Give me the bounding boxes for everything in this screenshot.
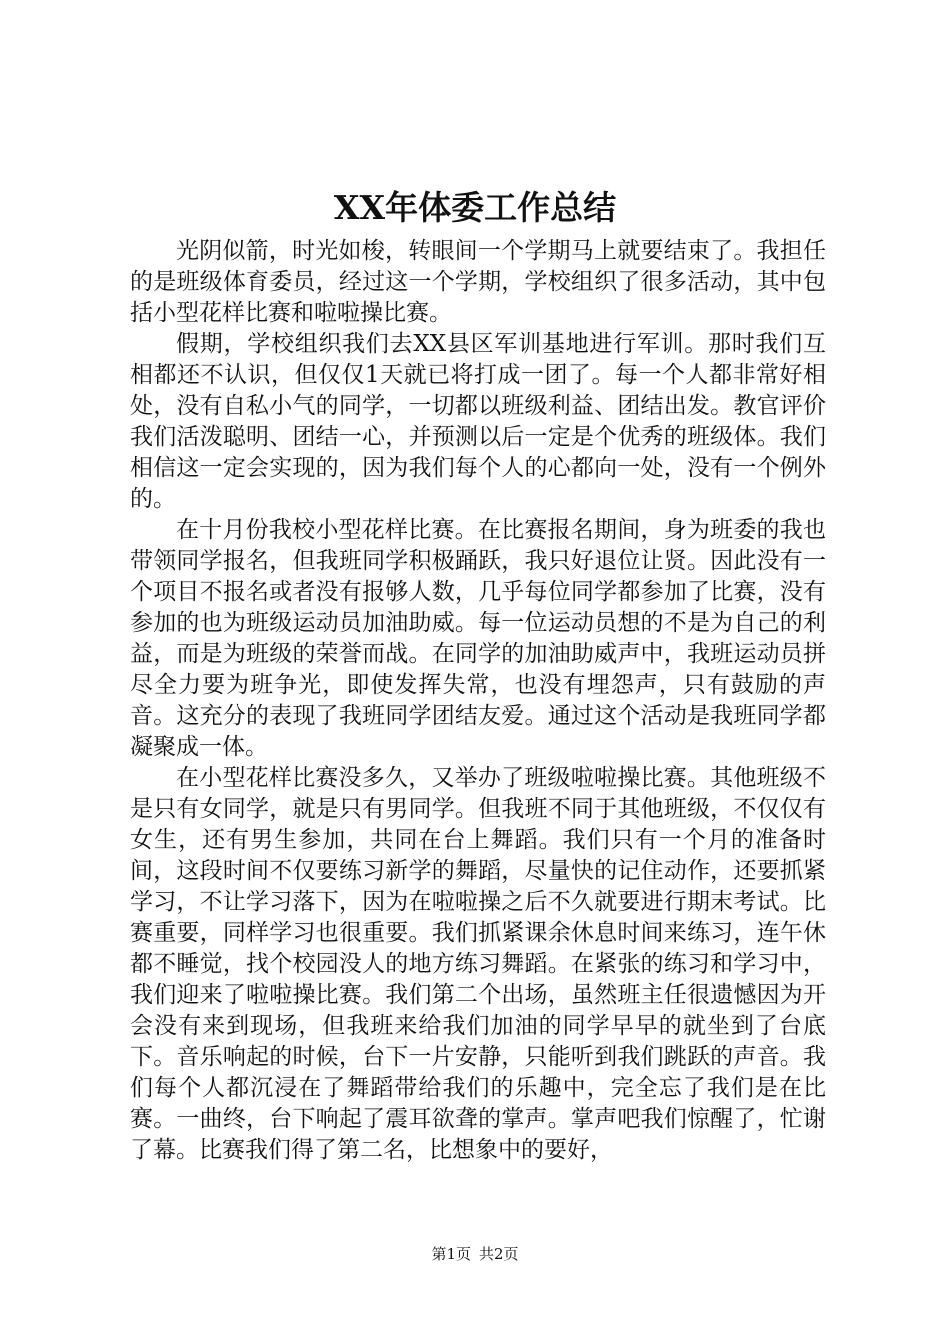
paragraph-3: 在十月份我校小型花样比赛。在比赛报名期间，身为班委的我也带领同学报名，但我班同学积极踊跃，我只好退位让贤。因此没有一个项目不报名或者没有报够人数，几乎每位同学都参加了比赛，没有参加的也为班级运动员加油助威。每一位运动员想的不是为自己的利益，而是为班级的荣誉而战。在同学的加油助威声中，我班运动员拼尽全力要为班争光，即使发挥失常，也没有埋怨声，只有鼓励的声音。这充分的表现了我班同学团结友爱。通过这个活动是我班同学都凝聚成一体。	[130, 517, 826, 760]
paragraph-1: 光阴似箭，时光如梭，转眼间一个学期马上就要结束了。我担任的是班级体育委员，经过这一个学期，学校组织了很多活动，其中包括小型花样比赛和啦啦操比赛。	[130, 238, 826, 326]
page-number: 第1页	[431, 1245, 471, 1263]
document-title: XX年体委工作总结	[333, 188, 617, 227]
paragraph-4: 在小型花样比赛没多久，又举办了班级啦啦操比赛。其他班级不是只有女同学，就是只有男同学。但我班不同于其他班级，不仅仅有女生，还有男生参加，共同在台上舞蹈。我们只有一个月的准备时间，这段时间不仅要练习新学的舞蹈，尽量快的记住动作，还要抓紧学习，不让学习落下，因为在啦啦操之后不久就要进行期末考试。比赛重要，同样学习也很重要。我们抓紧课余休息时间来练习，连午休都不睡觉，找个校园没人的地方练习舞蹈。在紧张的练习和学习中，我们迎来了啦啦操比赛。我们第二个出场，虽然班主任很遗憾因为开会没有来到现场，但我班来给我们加油的同学早早的就坐到了台底下。音乐响起的时候，台下一片安静，只能听到我们跳跃的声音。我们每个人都沉浸在了舞蹈带给我们的乐趣中，完全忘了我们是在比赛。一曲终，台下响起了震耳欲聋的掌声。掌声吧我们惊醒了，忙谢了幕。比赛我们得了第二名，比想象中的要好，	[130, 765, 826, 1163]
document-body	[130, 236, 826, 1166]
paragraph-2: 假期，学校组织我们去XX县区军训基地进行军训。那时我们互相都还不认识，但仅仅1天就已将打成一团了。每一个人都非常好相处，没有自私小气的同学，一切都以班级利益、团结出发。教官评价我们活泼聪明、团结一心，并预测以后一定是个优秀的班级体。我们相信这一定会实现的，因为我们每个人的心都向一处，没有一个例外的。	[130, 331, 826, 512]
page-total: 共2页	[479, 1245, 519, 1263]
page-footer	[0, 1244, 950, 1264]
